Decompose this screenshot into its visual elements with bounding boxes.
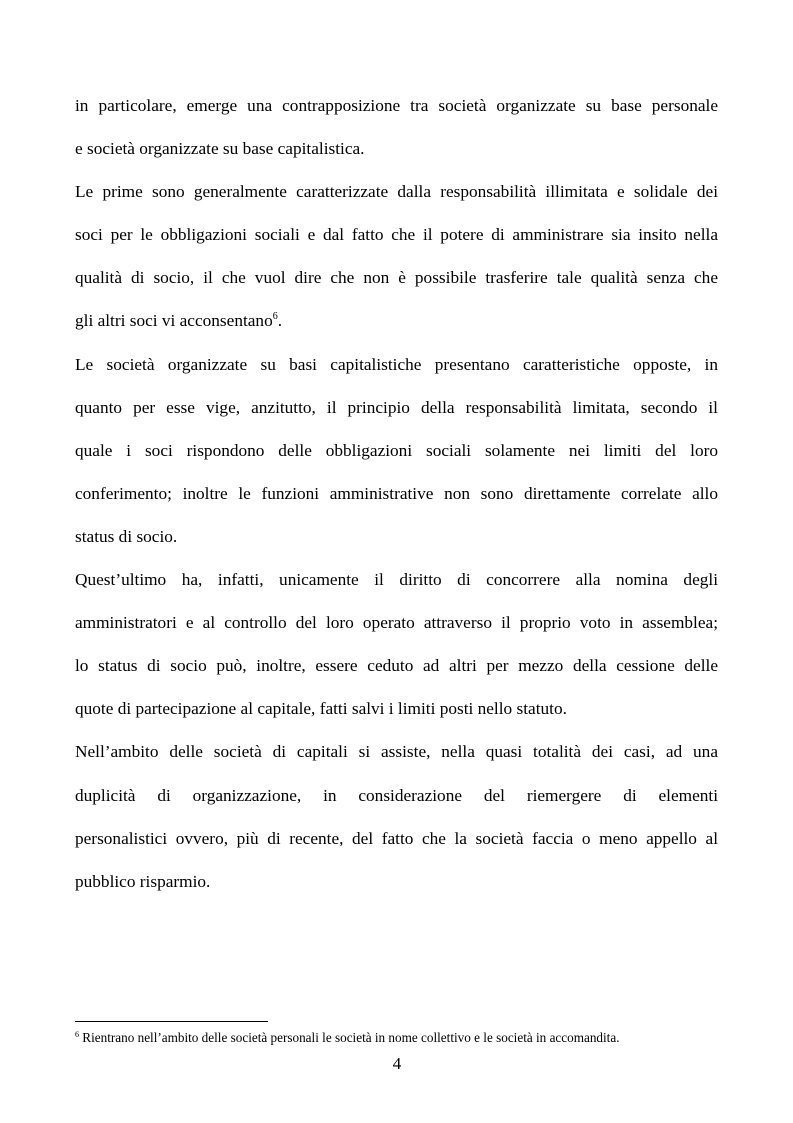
text-line: amministratori e al controllo del loro operato attraverso il proprio voto in assemblea;	[75, 613, 718, 633]
text-line-with-footnote	[75, 302, 718, 345]
text-line: duplicità di organizzazione, in considerazione del riemergere di elementi	[75, 785, 718, 805]
text-line: Quest’ultimo ha, infatti, unicamente il diritto di concorrere alla nomina degli	[75, 570, 718, 590]
body-text	[75, 87, 718, 906]
text-line: quale i soci rispondono delle obbligazioni sociali solamente nei limiti del loro	[75, 440, 718, 460]
text-line: pubblico risparmio.	[75, 871, 211, 891]
page-number: 4	[392, 1054, 402, 1073]
text-line: conferimento; inoltre le funzioni amministrative non sono direttamente correlate allo	[75, 483, 718, 503]
text-line: status di socio.	[75, 526, 178, 546]
text-line: in particolare, emerge una contrapposizione tra società organizzate su base personale	[75, 96, 718, 115]
text-line: gli altri soci vi acconsentano	[75, 311, 273, 331]
text-line: personalistici ovvero, più di recente, del fatto che la società faccia o meno appello al	[75, 828, 718, 848]
text-line: quote di partecipazione al capitale, fatti salvi i limiti posti nello statuto.	[75, 699, 567, 719]
text-line: qualità di socio, il che vuol dire che non è possibile trasferire tale qualità senza che	[75, 268, 718, 288]
text-line: Le prime sono generalmente caratterizzate dalla responsabilità illimitata e solidale dei	[75, 182, 718, 202]
footnote-reference[interactable]: 6	[272, 311, 278, 323]
text-line: Nell’ambito delle società di capitali si assiste, nella quasi totalità dei casi, ad una	[75, 742, 718, 762]
footnote	[75, 1029, 725, 1047]
text-line: quanto per esse vige, anzitutto, il principio della responsabilità limitata, secondo il	[75, 397, 718, 417]
footnote-marker: 6	[75, 1030, 79, 1039]
text-line: e società organizzate su base capitalistica.	[75, 139, 365, 159]
footnote-separator	[75, 1021, 268, 1022]
text-line: soci per le obbligazioni sociali e dal fatto che il potere di amministrare sia insito nella	[75, 225, 718, 245]
text-line: Le società organizzate su basi capitalistiche presentano caratteristiche opposte, in	[75, 354, 718, 374]
footnote-text: Rientrano nell’ambito delle società personali le società in nome collettivo e le società in accomandita.	[79, 1030, 620, 1045]
text-line: lo status di socio può, inoltre, essere ceduto ad altri per mezzo della cessione delle	[75, 656, 718, 676]
line-end-period: .	[277, 311, 283, 331]
